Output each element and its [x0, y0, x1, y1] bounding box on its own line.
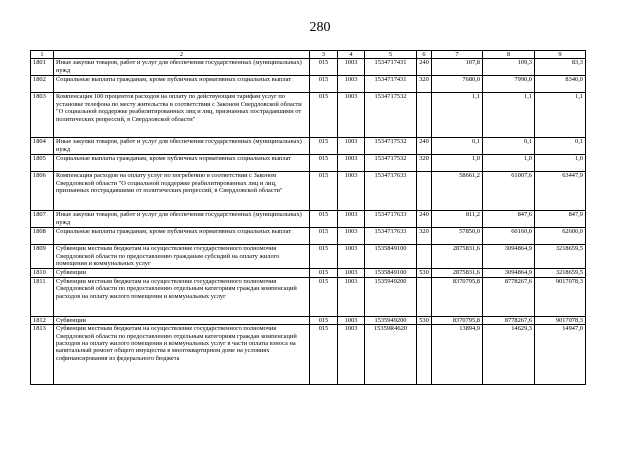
row-code-5: 1534717431: [365, 59, 417, 76]
row-amount-7: 57850,0: [432, 228, 483, 245]
row-number: 1809: [31, 245, 54, 269]
row-code-4: 1003: [338, 245, 365, 269]
row-code-4: 1003: [338, 325, 365, 385]
row-amount-9: 63447,9: [535, 172, 586, 211]
row-amount-9: 14947,0: [535, 325, 586, 385]
row-code-3: 015: [310, 93, 338, 138]
row-code-5: 1534717633: [365, 211, 417, 228]
row-amount-7: 1,0: [432, 155, 483, 172]
row-number: 1804: [31, 138, 54, 155]
column-header: 4: [338, 51, 365, 59]
table-row: [31, 245, 586, 269]
row-number: 1813: [31, 325, 54, 385]
row-amount-7: 8370795,8: [432, 316, 483, 324]
row-code-3: 015: [310, 155, 338, 172]
row-code-4: 1003: [338, 269, 365, 277]
row-code-5: 1534717431: [365, 76, 417, 93]
row-code-4: 1003: [338, 93, 365, 138]
row-code-6: 530: [417, 269, 432, 277]
row-name: Социальные выплаты гражданам, кроме публичных нормативных социальных выплат: [54, 228, 310, 245]
row-code-6: [417, 172, 432, 211]
row-code-4: 1003: [338, 211, 365, 228]
row-code-6: 320: [417, 76, 432, 93]
page-number: 280: [309, 20, 331, 35]
row-amount-9: 8340,0: [535, 76, 586, 93]
row-amount-8: 3094864,9: [483, 245, 535, 269]
row-amount-7: 7680,0: [432, 76, 483, 93]
row-amount-8: 8778267,6: [483, 316, 535, 324]
row-code-3: 015: [310, 228, 338, 245]
row-amount-7: 13894,9: [432, 325, 483, 385]
row-code-6: 320: [417, 228, 432, 245]
column-header: 5: [365, 51, 417, 59]
column-header: 1: [31, 51, 54, 59]
row-amount-8: 7990,0: [483, 76, 535, 93]
row-code-4: 1003: [338, 316, 365, 324]
row-code-3: 015: [310, 76, 338, 93]
row-name: Субвенции местным бюджетам на осуществление государственного полномочия Свердловской области по предоставлению гражданам субсидий на оплату жилого помещения и коммунальных услуг: [54, 245, 310, 269]
row-name: Иные закупки товаров, работ и услуг для обеспечения государственных (муниципальных) нужд: [54, 138, 310, 155]
table-row: [31, 76, 586, 93]
row-number: 1808: [31, 228, 54, 245]
column-header: 8: [483, 51, 535, 59]
row-amount-7: 2875831,6: [432, 269, 483, 277]
row-name: Иные закупки товаров, работ и услуг для обеспечения государственных (муниципальных) нужд: [54, 211, 310, 228]
row-name: Социальные выплаты гражданам, кроме публичных нормативных социальных выплат: [54, 155, 310, 172]
row-code-6: 240: [417, 59, 432, 76]
row-amount-9: 3218659,5: [535, 245, 586, 269]
table-row: [31, 277, 586, 316]
row-amount-8: 61007,6: [483, 172, 535, 211]
row-code-5: 1535949200: [365, 277, 417, 316]
row-name: Субвенции: [54, 316, 310, 324]
row-amount-9: 9017078,3: [535, 277, 586, 316]
row-code-3: 015: [310, 277, 338, 316]
column-header: 6: [417, 51, 432, 59]
row-code-3: 015: [310, 59, 338, 76]
row-amount-7: 8370795,8: [432, 277, 483, 316]
row-code-4: 1003: [338, 172, 365, 211]
row-name: Иные закупки товаров, работ и услуг для обеспечения государственных (муниципальных) нужд: [54, 59, 310, 76]
row-amount-8: 847,6: [483, 211, 535, 228]
row-code-4: 1003: [338, 59, 365, 76]
row-name: Социальные выплаты гражданам, кроме публичных нормативных социальных выплат: [54, 76, 310, 93]
table-row: [31, 228, 586, 245]
row-code-3: 015: [310, 172, 338, 211]
row-amount-7: 1,1: [432, 93, 483, 138]
row-code-4: 1003: [338, 228, 365, 245]
table-row: [31, 325, 586, 385]
row-code-4: 1003: [338, 76, 365, 93]
row-code-5: 1534717532: [365, 138, 417, 155]
row-code-5: 1534717633: [365, 228, 417, 245]
table-row: [31, 93, 586, 138]
row-code-3: 015: [310, 211, 338, 228]
row-amount-8: 0,1: [483, 138, 535, 155]
row-code-3: 015: [310, 325, 338, 385]
budget-table: [30, 50, 586, 385]
row-code-5: 1535949200: [365, 316, 417, 324]
row-code-5: 1535849100: [365, 245, 417, 269]
row-code-5: 1535849100: [365, 269, 417, 277]
table-row: [31, 172, 586, 211]
row-code-5: 1534717633: [365, 172, 417, 211]
row-code-3: 015: [310, 316, 338, 324]
row-code-4: 1003: [338, 277, 365, 316]
row-code-6: [417, 93, 432, 138]
row-code-6: 530: [417, 316, 432, 324]
row-code-6: [417, 325, 432, 385]
table-row: [31, 138, 586, 155]
row-number: 1811: [31, 277, 54, 316]
row-number: 1806: [31, 172, 54, 211]
row-code-6: 240: [417, 138, 432, 155]
row-amount-7: 107,8: [432, 59, 483, 76]
row-code-6: 240: [417, 211, 432, 228]
row-amount-9: 847,9: [535, 211, 586, 228]
row-amount-8: 109,3: [483, 59, 535, 76]
row-name: Субвенции местным бюджетам на осуществление государственного полномочия Свердловской области по предоставлению отдельным категориям граждан компенсаций расходов на оплату жилого помещения и коммунальных услуг в части оплаты взноса на капитальный ремонт общего имущества в многоквартирном доме на условиях софинансирования из федерального бюджета: [54, 325, 310, 385]
row-name: Субвенции местным бюджетам на осуществление государственного полномочия Свердловской области по предоставлению отдельным категориям граждан компенсаций расходов на оплату жилого помещения и коммунальных услуг: [54, 277, 310, 316]
row-amount-8: 14629,3: [483, 325, 535, 385]
row-amount-7: 58661,2: [432, 172, 483, 211]
column-header: 2: [54, 51, 310, 59]
row-number: 1810: [31, 269, 54, 277]
row-code-3: 015: [310, 269, 338, 277]
row-code-6: [417, 277, 432, 316]
table-row: [31, 316, 586, 324]
row-number: 1801: [31, 59, 54, 76]
row-code-6: [417, 245, 432, 269]
row-number: 1812: [31, 316, 54, 324]
row-amount-9: 0,1: [535, 138, 586, 155]
row-amount-8: 3094864,9: [483, 269, 535, 277]
row-amount-8: 60160,0: [483, 228, 535, 245]
row-amount-9: 83,3: [535, 59, 586, 76]
row-name: Субвенции: [54, 269, 310, 277]
row-amount-7: 811,2: [432, 211, 483, 228]
row-amount-9: 62600,0: [535, 228, 586, 245]
row-code-5: 1534717532: [365, 155, 417, 172]
row-amount-8: 1,0: [483, 155, 535, 172]
row-amount-8: 8778267,6: [483, 277, 535, 316]
row-name: Компенсация расходов на оплату услуг по погребению в соответствии с Законом Свердловской области "О социальной поддержке реабилитированных лиц и лиц, признанных пострадавшими от политических репрессий, в Свердловской области": [54, 172, 310, 211]
row-amount-7: 2875831,6: [432, 245, 483, 269]
table-row: [31, 155, 586, 172]
row-code-4: 1003: [338, 138, 365, 155]
table-row: [31, 211, 586, 228]
table-row: [31, 269, 586, 277]
row-amount-9: 1,1: [535, 93, 586, 138]
row-amount-7: 0,1: [432, 138, 483, 155]
row-amount-9: 3218659,5: [535, 269, 586, 277]
column-header: 7: [432, 51, 483, 59]
header-row: [31, 51, 586, 59]
row-code-3: 015: [310, 245, 338, 269]
row-amount-9: 9017078,3: [535, 316, 586, 324]
row-code-5: 1534717532: [365, 93, 417, 138]
row-number: 1807: [31, 211, 54, 228]
row-code-6: 320: [417, 155, 432, 172]
column-header: 3: [310, 51, 338, 59]
row-number: 1803: [31, 93, 54, 138]
row-code-4: 1003: [338, 155, 365, 172]
row-code-5: 15359R4620: [365, 325, 417, 385]
row-number: 1805: [31, 155, 54, 172]
row-name: Компенсация 100 процентов расходов на оплату по действующим тарифам услуг по установке телефона по месту жительства в соответствии с Законом Свердловской области "О социальной поддержке реабилитированных лиц и лиц, признанных пострадавшими от политических репрессий, в Свердловской области": [54, 93, 310, 138]
row-amount-9: 1,0: [535, 155, 586, 172]
column-header: 9: [535, 51, 586, 59]
row-amount-8: 1,1: [483, 93, 535, 138]
table-row: [31, 59, 586, 76]
row-number: 1802: [31, 76, 54, 93]
row-code-3: 015: [310, 138, 338, 155]
